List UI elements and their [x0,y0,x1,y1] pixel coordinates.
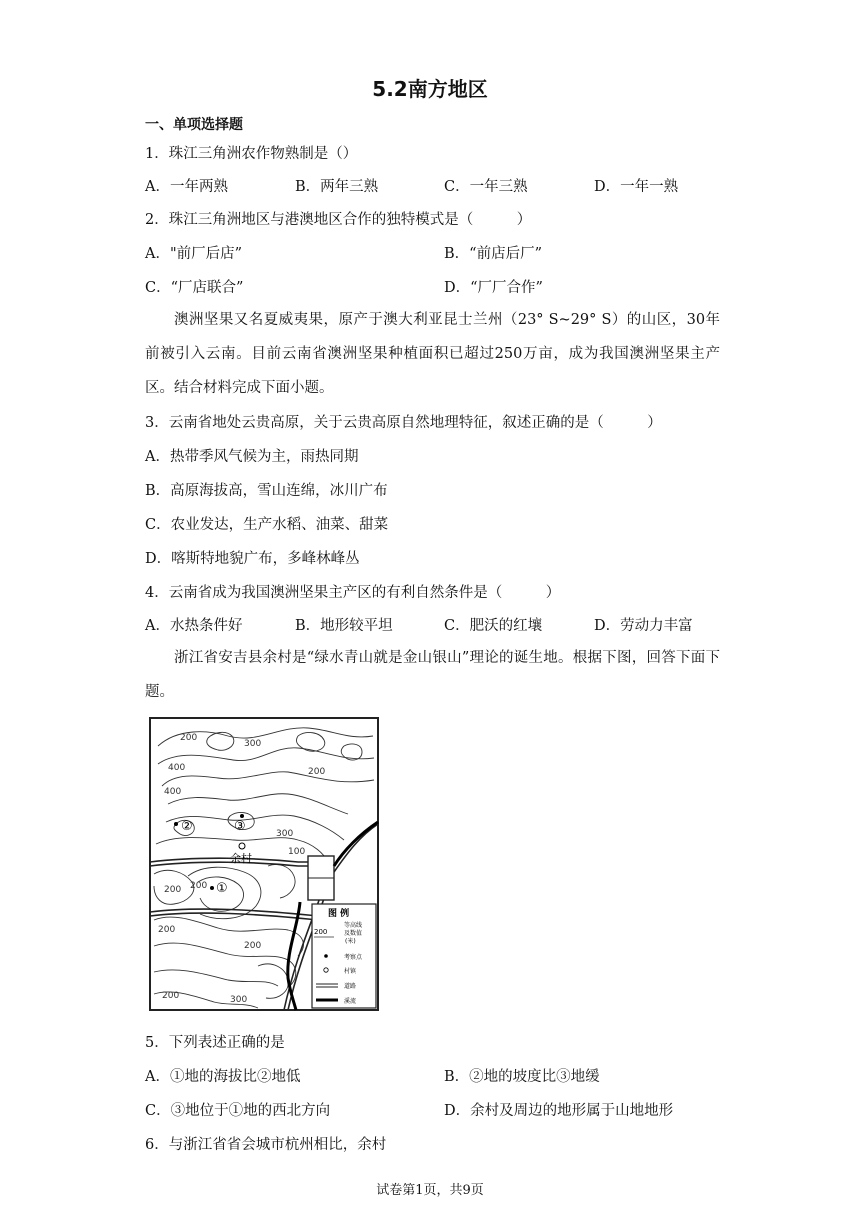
contour-label: 200 [158,925,176,935]
legend-stream: 溪流 [344,998,357,1005]
legend-sample: 200 [314,928,328,936]
contour-label: 300 [244,739,262,749]
q3-option-b: B．高原海拔高，雪山连绵，冰川广布 [145,483,388,499]
q2-option-b: B．“前店后厂” [444,246,542,262]
contour-map [148,716,380,1012]
q3-option-c: C．农业发达，生产水稻、油菜、甜菜 [145,517,389,533]
legend-contour-2: 及数值 [344,930,363,937]
q3-option-a: A．热带季风气候为主，雨热同期 [145,449,359,465]
contour-label: 400 [164,787,182,797]
q2-option-c: C．“厂店联合” [145,280,244,296]
contour-label: 200 [308,767,326,777]
question-4-stem: 4．云南省成为我国澳洲坚果主产区的有利自然条件是（ ） [145,585,561,601]
contour-label: 200 [244,941,262,951]
q5-option-d: D．余村及周边的地形属于山地地形 [444,1103,674,1119]
legend-title: 图 例 [328,909,350,919]
svg-text:①: ① [216,881,228,896]
page-title: 5.2南方地区 [372,77,488,101]
legend-unit: (米) [345,938,356,945]
village-label: 余村 [230,852,252,865]
legend-contour: 等高线 [344,922,363,929]
material-paragraph-1: 澳洲坚果又名夏威夷果，原产于澳大利亚昆士兰州（23° S~29° S）的山区，30年前被引入云南。目前云南省澳洲坚果种植面积已超过250万亩，成为我国澳洲坚果主产区。结合材料完成下面小题。 [145,312,720,396]
q5-option-a: A．①地的海拔比②地低 [145,1069,301,1085]
contour-label: 400 [168,763,186,773]
contour-label: 200 [164,885,182,895]
question-1-stem: 1．珠江三角洲农作物熟制是（） [145,146,358,162]
page-footer: 试卷第1页，共9页 [376,1183,484,1198]
material-paragraph-2: 浙江省安吉县余村是“绿水青山就是金山银山”理论的诞生地。根据下图，回答下面下题。 [145,650,720,700]
q5-option-c: C．③地位于①地的西北方向 [145,1103,331,1119]
contour-label: 100 [288,847,306,857]
contour-label: 200 [162,991,180,1001]
contour-label: 200 [190,881,208,891]
q1-option-c: C．一年三熟 [444,179,528,195]
village-marker [239,843,245,849]
svg-text:③: ③ [234,819,246,834]
section-heading: 一、单项选择题 [145,117,243,133]
question-5-stem: 5．下列表述正确的是 [145,1035,285,1051]
contour-label: 300 [276,829,294,839]
q2-option-d: D．“厂厂合作” [444,280,543,296]
q5-option-b: B．②地的坡度比③地缓 [444,1069,600,1085]
map-legend [312,904,376,1008]
q4-option-a: A．水热条件好 [145,618,243,634]
q4-option-c: C．肥沃的红壤 [444,618,543,634]
question-3-stem: 3．云南省地处云贵高原，关于云贵高原自然地理特征，叙述正确的是（ ） [145,415,662,431]
contour-label: 300 [230,995,248,1005]
question-2-stem: 2．珠江三角洲地区与港澳地区合作的独特模式是（ ） [145,212,532,228]
question-6-stem: 6．与浙江省省会城市杭州相比，余村 [145,1137,387,1153]
q1-option-a: A．一年两熟 [145,179,228,195]
q1-option-d: D．一年一熟 [594,179,679,195]
contour-label: 200 [180,733,198,743]
svg-text:②: ② [181,819,193,834]
legend-village: 村镇 [344,968,357,975]
q4-option-d: D．劳动力丰富 [594,618,693,634]
legend-point: 考察点 [344,954,363,961]
q1-option-b: B．两年三熟 [295,179,379,195]
q3-option-d: D．喀斯特地貌广布，多峰林峰丛 [145,551,360,567]
q4-option-b: B．地形较平坦 [295,618,393,634]
q2-option-a: A．"前厂后店” [145,246,243,262]
legend-road: 道路 [344,983,357,990]
